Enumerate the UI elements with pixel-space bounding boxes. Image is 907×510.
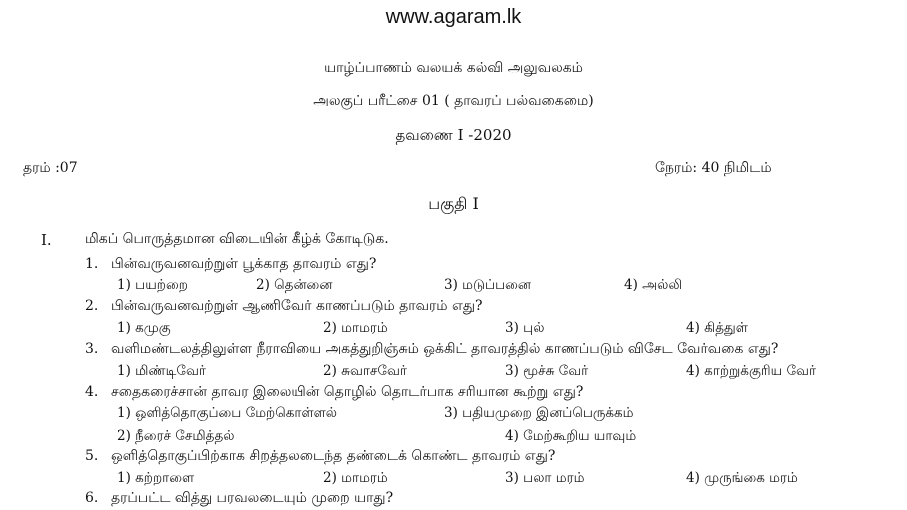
- option: 4) கித்துள்: [686, 320, 748, 336]
- website-url[interactable]: www.agaram.lk: [385, 6, 522, 28]
- option: 1) மிண்டிவேர்: [117, 363, 206, 379]
- question-text: வளிமண்டலத்திலுள்ள நீராவியை அகத்துறிஞ்சும் ஒக்கிட் தாவரத்தில் காணப்படும் விசேட வேர்வகை எது?: [111, 341, 779, 357]
- option: 4) காற்றுக்குரிய வேர்: [686, 363, 817, 379]
- option: 4) முருங்கை மரம்: [686, 470, 798, 486]
- option: 3) மடுப்பனை: [444, 277, 532, 293]
- option: 2) மாமரம்: [323, 320, 388, 336]
- option: 3) புல்: [505, 320, 545, 336]
- grade-label: தரம் :07: [23, 160, 78, 176]
- question-number: 2.: [85, 298, 99, 314]
- part-heading: பகுதி I: [428, 194, 479, 213]
- question-number: 3.: [85, 341, 99, 357]
- test-title: அலகுப் பரீட்சை 01 ( தாவரப் பல்வகைமை): [313, 93, 594, 109]
- question-text: பின்வருவனவற்றுள் ஆணிவேர் காணப்படும் தாவரம் எது?: [111, 298, 483, 314]
- section-number: I.: [41, 231, 52, 249]
- option: 2) சுவாசவேர்: [323, 363, 407, 379]
- option: 4) மேற்கூறிய யாவும்: [505, 428, 637, 444]
- question-number: 4.: [85, 384, 99, 400]
- option: 1) பயற்றை: [117, 277, 188, 293]
- option: 2) மாமரம்: [323, 470, 388, 486]
- question-number: 1.: [85, 256, 99, 272]
- question-text: ஒளித்தொகுப்பிற்காக சிறத்தலடைந்த தண்டைக் கொண்ட தாவரம் எது?: [111, 448, 556, 464]
- question-number: 6.: [85, 490, 99, 506]
- option: 1) கற்றாளை: [117, 470, 195, 486]
- question-text: சதைகரைச்சான் தாவர இலையின் தொழில் தொடர்பாக சரியான கூற்று எது?: [111, 384, 584, 400]
- term-label: தவணை I -2020: [395, 126, 512, 144]
- option: 2) தென்னை: [256, 277, 333, 293]
- option: 3) பதியமுறை இனப்பெருக்கம்: [444, 405, 634, 421]
- question-text: தரப்பட்ட வித்து பரவலடையும் முறை யாது?: [111, 490, 394, 506]
- question-number: 5.: [85, 448, 99, 464]
- question-text: பின்வருவனவற்றுள் பூக்காத தாவரம் எது?: [111, 256, 377, 272]
- option: 3) பலா மரம்: [505, 470, 585, 486]
- option: 1) ஒளித்தொகுப்பை மேற்கொள்ளல்: [117, 405, 338, 421]
- option: 4) அல்லி: [624, 277, 683, 293]
- option: 2) நீரைச் சேமித்தல்: [117, 428, 235, 444]
- duration-label: நேரம்: 40 நிமிடம்: [655, 160, 772, 176]
- option: 1) கமுகு: [117, 320, 171, 336]
- section-instruction: மிகப் பொருத்தமான விடையின் கீழ்க் கோடிடுக.: [85, 231, 389, 247]
- zone-office-title: யாழ்ப்பாணம் வலயக் கல்வி அலுவலகம்: [324, 60, 583, 76]
- option: 3) மூச்சு வேர்: [505, 363, 589, 379]
